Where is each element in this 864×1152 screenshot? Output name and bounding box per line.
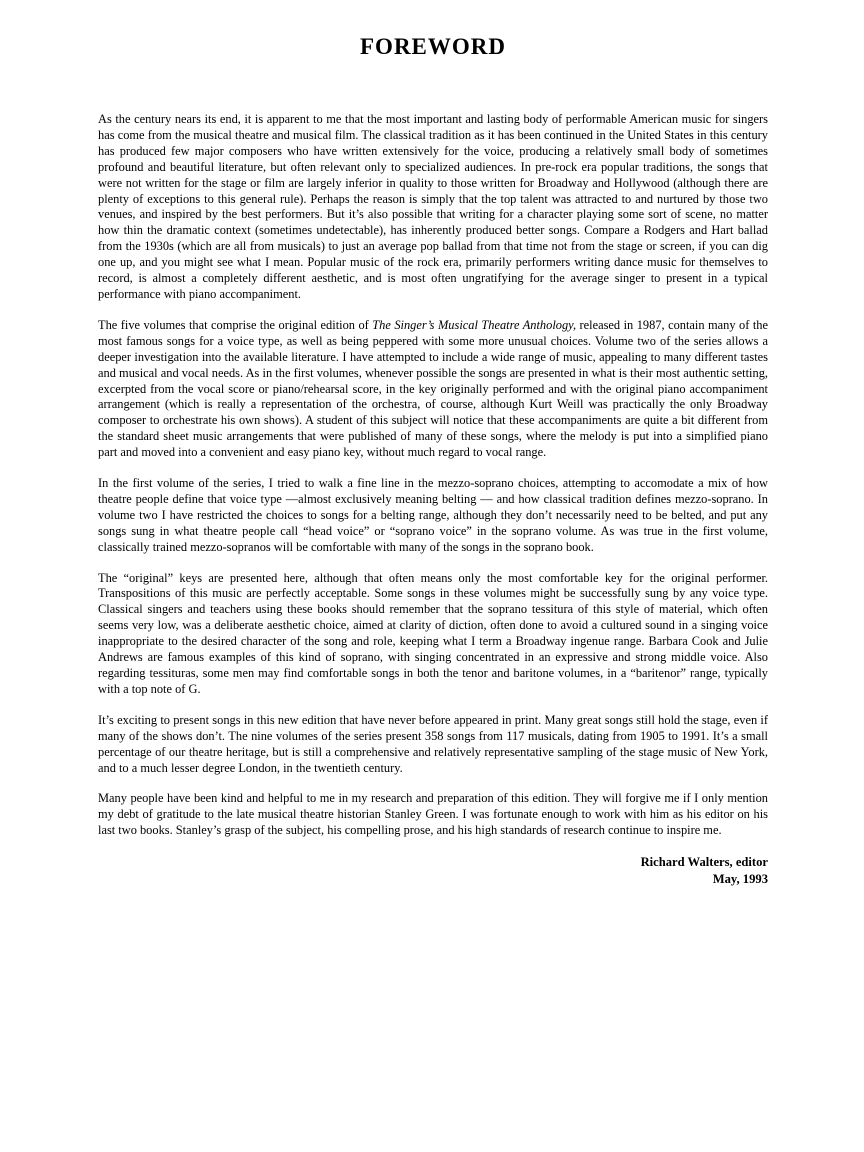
foreword-paragraph [98, 791, 768, 839]
foreword-paragraph [98, 476, 768, 556]
body-text: In the first volume of the series, I tried to walk a fine line in the mezzo-soprano choices, attempting to accomodate a mix of how theatre people define that voice type —almost exclusively meaning belting — and how classical tradition defines mezzo-soprano. In volume two I have restricted the choices to songs for a belting range, although they don’t necessarily need to be belted, and put any songs sung in what theatre people call “head voice” or “soprano voice” in the soprano volume. As was true in the first volume, classically trained mezzo-sopranos will be comfortable with many of the songs in the soprano book. [98, 476, 768, 554]
italic-text: The Singer’s Musical Theatre Anthology, [372, 317, 577, 332]
body-text: The five volumes that comprise the original edition of [98, 317, 373, 332]
page-title: FOREWORD [360, 34, 506, 59]
foreword-paragraph [98, 713, 768, 777]
body-text: The “original” keys are presented here, although that often means only the most comfortable key for the original performer. Transpositions of this music are perfectly acceptable. Some songs in these volumes might be successfully sung by any voice type. Classical singers and teachers using these books should remember that the soprano tessitura of this style of material, which often seems very low, was a deliberate aesthetic choice, aimed at clarity of diction, often done to avoid a cultured sound in a singing voice inappropriate to the desired character of the song and role, keeping what I term a Broadway ingenue range. Barbara Cook and Julie Andrews are famous examples of this kind of soprano, with singing concentrated in an expressive and strong middle voice. Also regarding tessituras, some men may find comfortable songs in both the tenor and baritone volumes, in a “baritenor” range, typically with a top note of G. [98, 570, 768, 696]
body-text: released in 1987, contain many of the most famous songs for a voice type, as well as being peppered with some more unusual choices. Volume two of the series allows a deeper investigation into the available literature. I have attempted to include a wide range of music, appealing to many different tastes and musical and vocal needs. As in the first volumes, whenever possible the songs are presented in what is their most authentic setting, excerpted from the vocal score or piano/rehearsal score, in the key originally performed and with the original piano accompaniment arrangement (which is really a representation of the orchestra, of course, although Kurt Weill was practically the only Broadway composer to orchestrate his own shows). A student of this subject will notice that these accompaniments are quite a bit different from the standard sheet music arrangements that were published of many of these songs, where the melody is put into a simplified piano part and moved into a convenient and easy piano key, without much regard to vocal range. [98, 317, 768, 460]
foreword-paragraph [98, 571, 768, 698]
body-text: It’s exciting to present songs in this new edition that have never before appeared in print. Many great songs still hold the stage, even if many of the shows don’t. The nine volumes of the series present 358 songs from 117 musicals, dating from 1905 to 1991. It’s a small percentage of our theatre heritage, but is still a comprehensive and relatively representative sampling of the stage music of New York, and to a much lesser degree London, in the twentieth century. [98, 712, 768, 775]
foreword-body [98, 112, 768, 887]
paragraphs-container [98, 112, 768, 839]
body-text: Many people have been kind and helpful to me in my research and preparation of this edition. They will forgive me if I only mention my debt of gratitude to the late musical theatre historian Stanley Green. I was fortunate enough to work with him as his editor on his last two books. Stanley’s grasp of the subject, his compelling prose, and his high standards of research continue to inspire me. [98, 791, 768, 838]
signature-block [98, 854, 768, 887]
foreword-paragraph [98, 112, 768, 303]
signature-date: May, 1993 [712, 871, 768, 886]
foreword-paragraph [98, 318, 768, 461]
body-text: As the century nears its end, it is apparent to me that the most important and lasting body of performable American music for singers has come from the musical theatre and musical film. The classical tradition as it has been continued in the United States in this century has produced few major composers who have written extensively for the voice, producing a relatively small body of sometimes profound and beautiful literature, but often relevant only to specialized audiences. In pre-rock era popular traditions, the songs that were not written for the stage or film are largely inferior in quality to those written for Broadway and Hollywood (although there are plenty of exceptions to this general rule). Perhaps the reason is simply that the top talent was attracted to and nurtured by those two venues, and inspired by the best performers. But it’s also possible that writing for a character playing some sort of scene, no matter how thin the dramatic context (sometimes undetectable), has inherently produced better songs. Compare a Rodgers and Hart ballad from the 1930s (which are all from musicals) to just an average pop ballad from that time not from the stage or screen, if you can dig one up, and you might see what I mean. Popular music of the rock era, primarily performers writing dance music for themselves to record, is almost a completely different aesthetic, and is most often ungratifying for the average singer to present in a typical performance with piano accompaniment. [98, 112, 768, 301]
signature-name: Richard Walters, editor [640, 855, 768, 870]
